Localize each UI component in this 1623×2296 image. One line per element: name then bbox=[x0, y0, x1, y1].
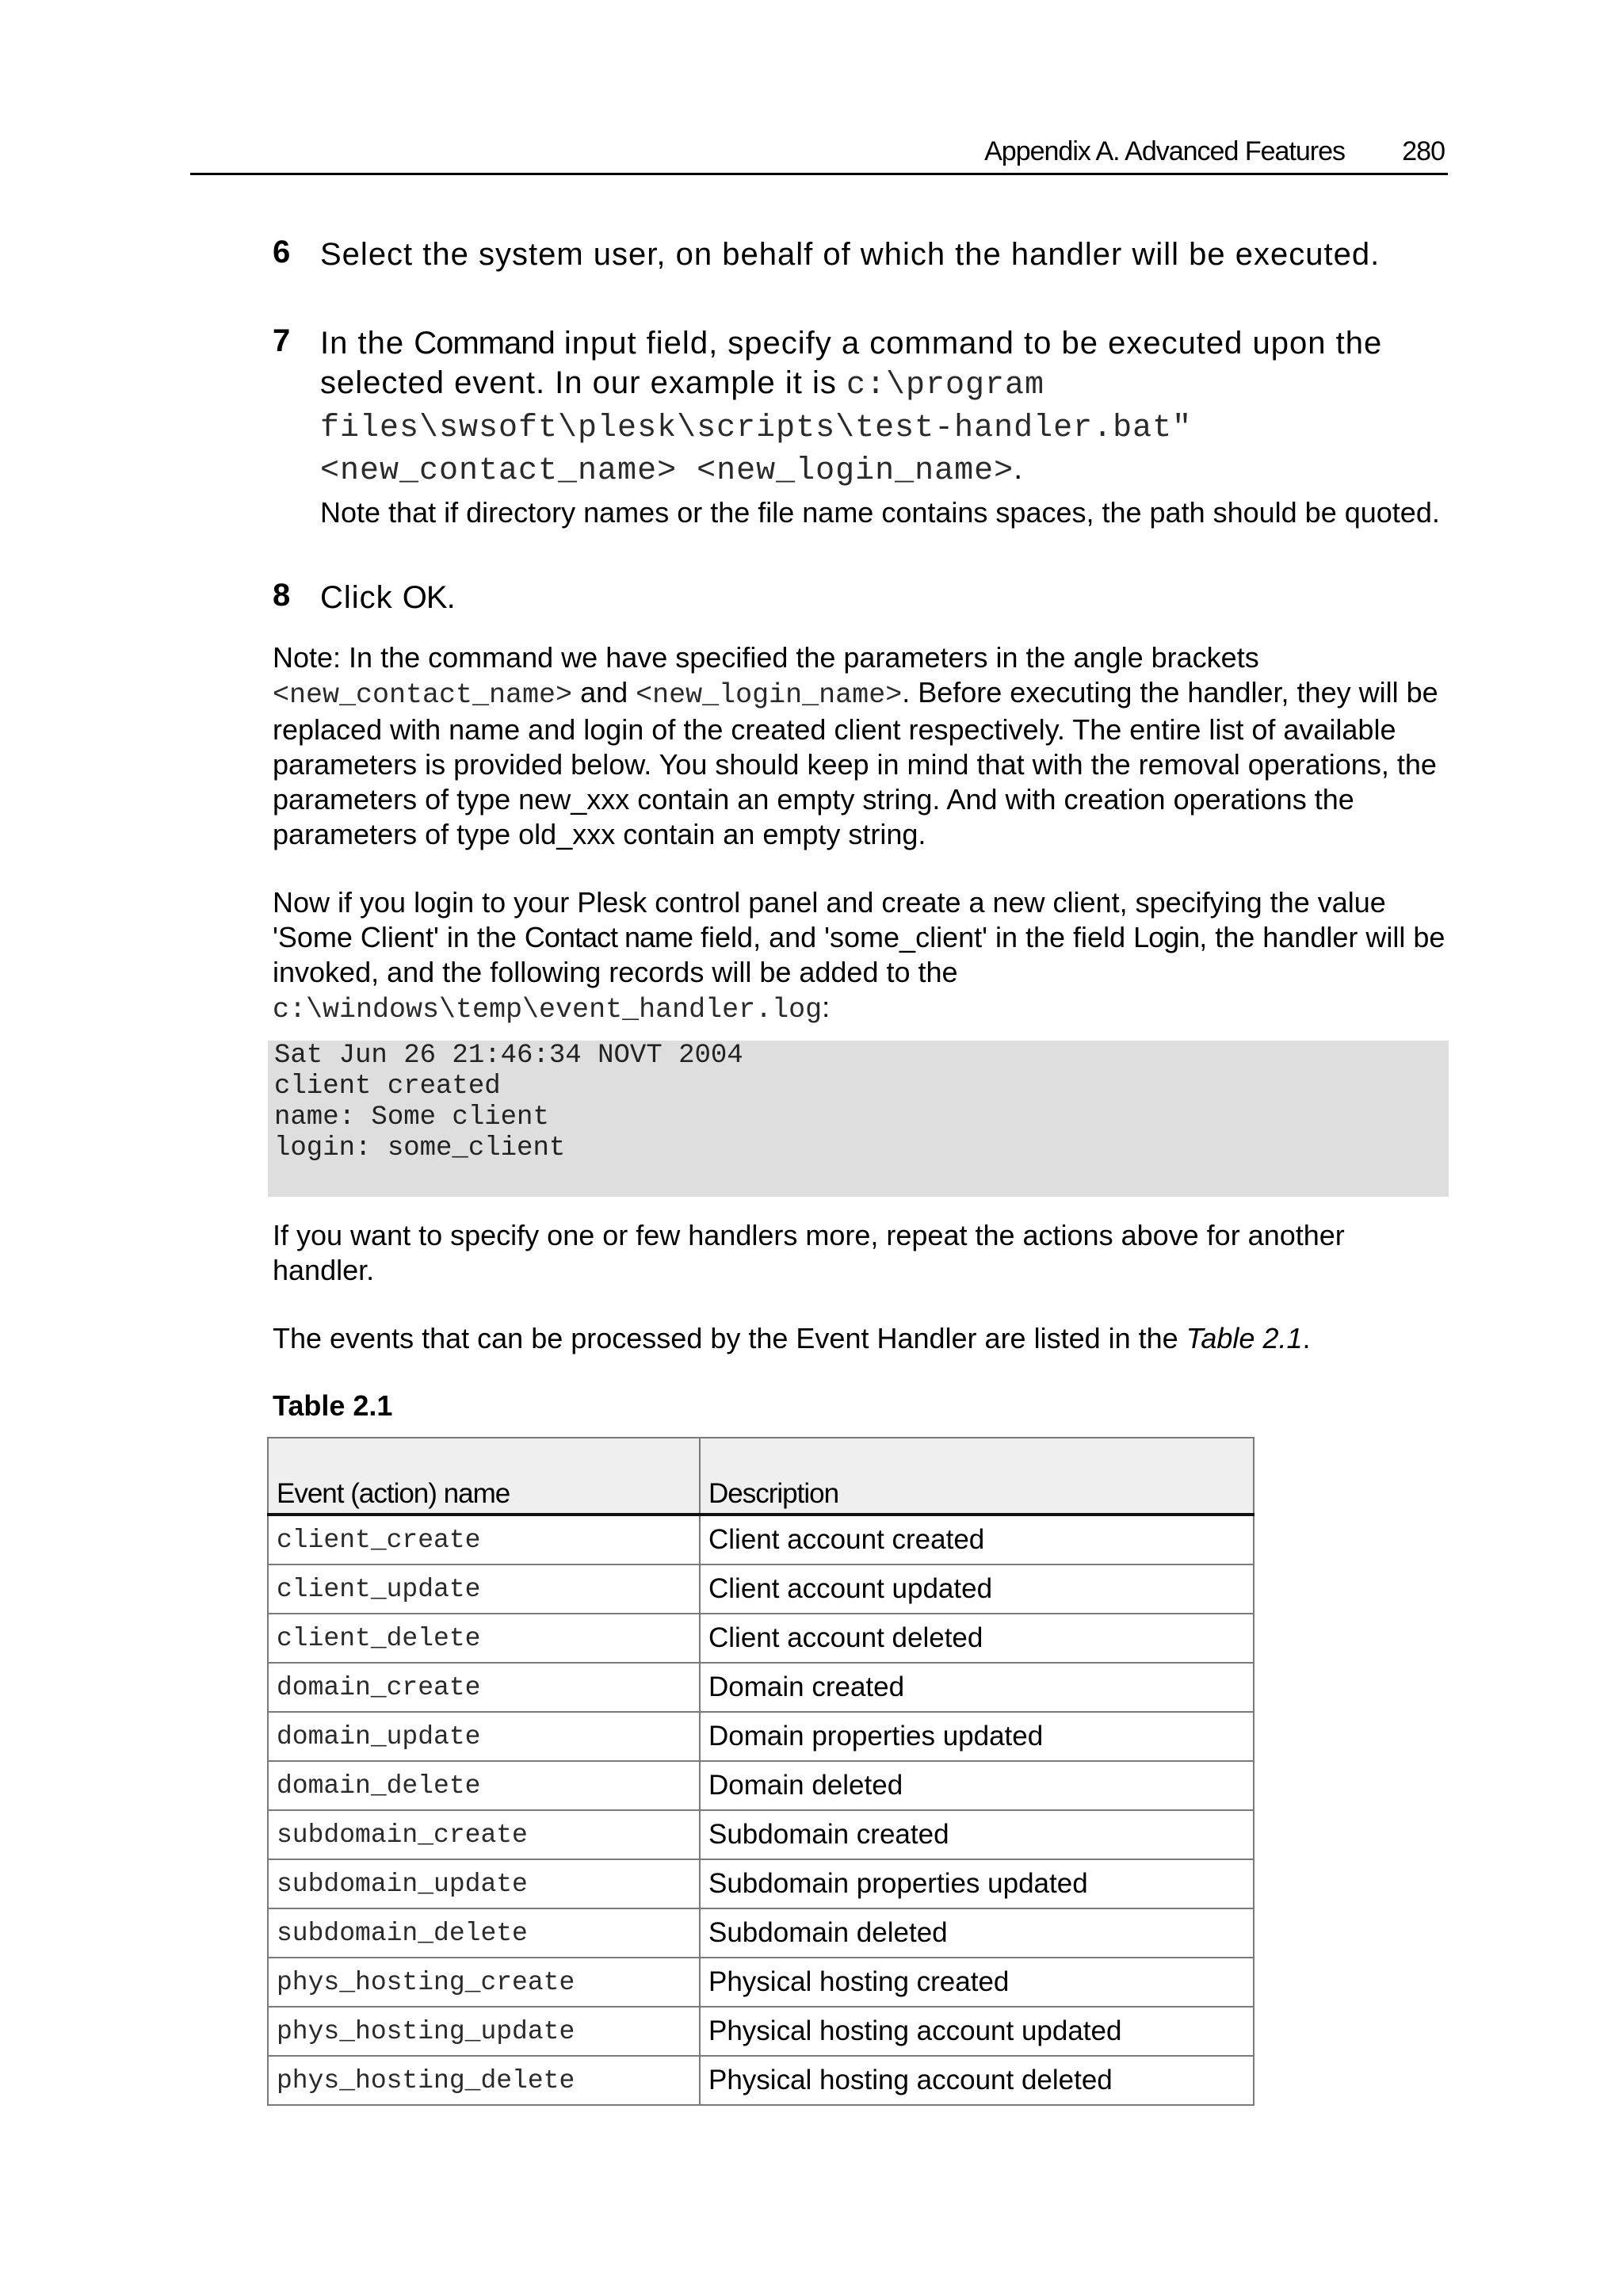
note-text: and bbox=[572, 676, 636, 709]
column-header-description: Description bbox=[700, 1438, 1254, 1515]
event-name-cell: domain_update bbox=[268, 1712, 700, 1761]
event-name-cell: domain_delete bbox=[268, 1761, 700, 1810]
events-text: The events that can be processed by the Event Handler are listed in the bbox=[273, 1322, 1186, 1354]
login-text: field, and 'some_client' in the field bbox=[693, 921, 1134, 953]
table-row bbox=[268, 1614, 1254, 1663]
step-number: 6 bbox=[273, 235, 292, 269]
login-text: , the handler will be invoked, and the following records will be added to the bbox=[273, 921, 1445, 988]
event-description-cell: Physical hosting account deleted bbox=[700, 2056, 1254, 2105]
event-description-cell: Domain deleted bbox=[700, 1761, 1254, 1810]
step-text bbox=[320, 578, 1445, 617]
login-text: : bbox=[822, 991, 831, 1023]
event-name-cell: phys_hosting_update bbox=[268, 2007, 700, 2056]
event-description-cell: Subdomain properties updated bbox=[700, 1859, 1254, 1908]
table-header-row bbox=[268, 1438, 1254, 1515]
page-number: 280 bbox=[1402, 136, 1445, 166]
repeat-paragraph: If you want to specify one or few handlers more, repeat the actions above for another handler. bbox=[273, 1219, 1345, 1286]
event-name-cell: phys_hosting_delete bbox=[268, 2056, 700, 2105]
event-name-cell: client_update bbox=[268, 1564, 700, 1614]
login-text: Now if you login to your Plesk control panel and create a new client, specifying the value 'Some Client' in the bbox=[273, 886, 1386, 953]
table-row bbox=[268, 2007, 1254, 2056]
step-text-part: In the bbox=[320, 326, 414, 361]
table-row bbox=[268, 1663, 1254, 1712]
section-title: Appendix A. Advanced Features bbox=[984, 136, 1345, 166]
event-description-cell: Physical hosting account updated bbox=[700, 2007, 1254, 2056]
table-row bbox=[268, 1761, 1254, 1810]
event-name-cell: subdomain_update bbox=[268, 1859, 700, 1908]
table-row bbox=[268, 1908, 1254, 1958]
events-table bbox=[267, 1437, 1254, 2106]
table-row bbox=[268, 2056, 1254, 2105]
param-new-login-name: <new_login_name> bbox=[636, 679, 903, 711]
log-file-path: c:\windows\temp\event_handler.log bbox=[273, 994, 823, 1026]
events-paragraph bbox=[273, 1321, 1445, 1356]
event-description-cell: Domain created bbox=[700, 1663, 1254, 1712]
note-text: Note: In the command we have specified the parameters in the angle brackets bbox=[273, 641, 1259, 674]
step-text: Select the system user, on behalf of which the handler will be executed. bbox=[320, 237, 1381, 272]
event-name-cell: subdomain_create bbox=[268, 1810, 700, 1859]
table-row bbox=[268, 1810, 1254, 1859]
code-block-text: Sat Jun 26 21:46:34 NOVT 2004 client created name: Some client login: some_client bbox=[274, 1041, 743, 1163]
event-description-cell: Client account created bbox=[700, 1515, 1254, 1564]
event-name-cell: subdomain_delete bbox=[268, 1908, 700, 1958]
event-description-cell: Client account deleted bbox=[700, 1614, 1254, 1663]
login-field-label: Login bbox=[1133, 921, 1200, 953]
step-text-part: . bbox=[1014, 451, 1024, 486]
table-row bbox=[268, 1712, 1254, 1761]
step-text-part: Click bbox=[320, 580, 403, 615]
table-reference: Table 2.1 bbox=[1186, 1322, 1303, 1354]
event-description-cell: Subdomain deleted bbox=[700, 1908, 1254, 1958]
step-text-part: input field, specify a command to be executed upon the selected event. In our example it is bbox=[320, 326, 1383, 400]
step-number: 7 bbox=[273, 323, 292, 358]
table-caption: Table 2.1 bbox=[273, 1389, 393, 1422]
event-name-cell: client_delete bbox=[268, 1614, 700, 1663]
table-row bbox=[268, 1859, 1254, 1908]
events-text: . bbox=[1302, 1322, 1311, 1354]
step-number: 8 bbox=[273, 578, 292, 613]
login-paragraph bbox=[273, 885, 1445, 1027]
event-description-cell: Subdomain created bbox=[700, 1810, 1254, 1859]
note-paragraph bbox=[273, 640, 1445, 852]
step-text bbox=[320, 323, 1445, 491]
table-row bbox=[268, 1515, 1254, 1564]
event-description-cell: Domain properties updated bbox=[700, 1712, 1254, 1761]
event-description-cell: Client account updated bbox=[700, 1564, 1254, 1614]
step-7-note: Note that if directory names or the file name contains spaces, the path should be quoted. bbox=[320, 496, 1440, 529]
event-name-cell: domain_create bbox=[268, 1663, 700, 1712]
contact-name-field-label: Contact name bbox=[524, 921, 693, 953]
command-example: c:\program files\swsoft\plesk\scripts\test-handler.bat" <new_contact_name> <new_login_name> bbox=[320, 368, 1193, 489]
code-block bbox=[268, 1041, 1449, 1197]
step-text-part: . bbox=[446, 580, 456, 615]
command-field-label: Command bbox=[414, 326, 555, 361]
event-description-cell: Physical hosting created bbox=[700, 1958, 1254, 2007]
table-row bbox=[268, 1564, 1254, 1614]
event-name-cell: client_create bbox=[268, 1515, 700, 1564]
page-header bbox=[190, 133, 1448, 175]
note-text: . Before executing the handler, they will be replaced with name and login of the created client respectively. The entire list of available parameters is provided below. You should keep in mind that with the removal operations, the parameters of type new_xxx contain an empty string. And with creation operations the parameters of type old_xxx contain an empty string. bbox=[273, 676, 1438, 850]
table-row bbox=[268, 1958, 1254, 2007]
event-name-cell: phys_hosting_create bbox=[268, 1958, 700, 2007]
param-new-contact-name: <new_contact_name> bbox=[273, 679, 573, 711]
column-header-event-name: Event (action) name bbox=[268, 1438, 700, 1515]
ok-button-label: OK bbox=[402, 580, 447, 615]
